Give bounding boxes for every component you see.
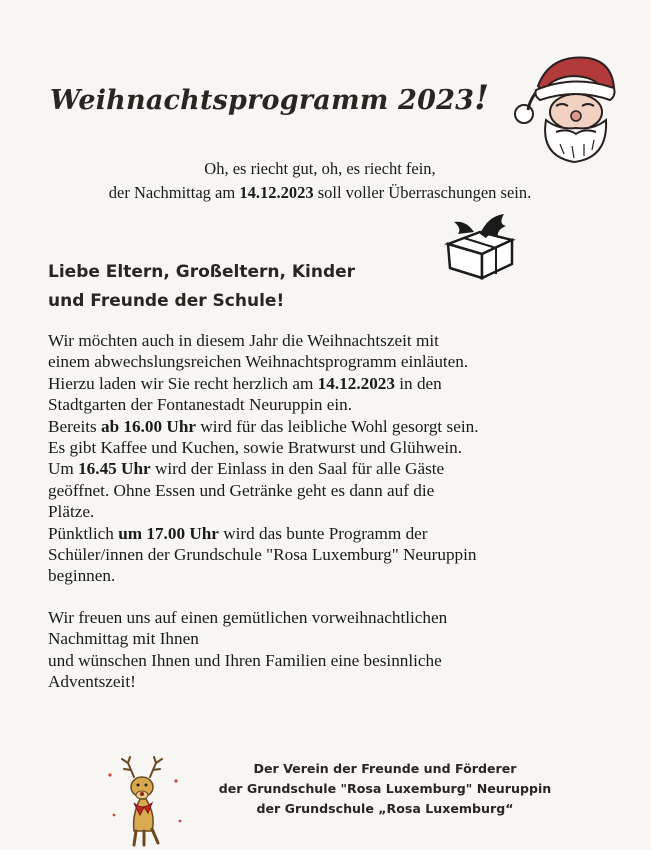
body-line: einem abwechslungsreichen Weihnachtsprogramm einläuten. <box>48 352 469 372</box>
body-line <box>48 373 618 394</box>
body-line-end: wird das bunte Programm der <box>218 523 428 543</box>
invitation-body <box>48 330 618 693</box>
signature-block <box>190 759 580 819</box>
body-line: Es gibt Kaffee und Kuchen, sowie Bratwurst und Glühwein. <box>48 438 463 458</box>
intro-line-1: Oh, es riecht gut, oh, es riecht fein, <box>204 159 436 178</box>
catering-time: ab 16.00 Uhr <box>100 416 197 436</box>
body-line: Schüler/innen der Grundschule "Rosa Luxemburg" Neuruppin <box>48 545 477 565</box>
body-line <box>48 523 618 544</box>
body-line <box>48 458 618 479</box>
intro-line-2-end: soll voller Überraschungen sein. <box>313 183 532 202</box>
page-title <box>50 78 489 118</box>
program-time: um 17.00 Uhr <box>118 523 219 543</box>
title-text: Weihnachtsprogramm 2023 <box>50 85 475 116</box>
gift-box-icon <box>440 210 520 282</box>
reindeer-icon <box>100 755 190 847</box>
intro-line-2 <box>40 181 600 205</box>
intro-verse <box>40 157 600 205</box>
signature-line-2: der Grundschule "Rosa Luxemburg" Neuruppin <box>218 781 552 796</box>
signature-line-1: Der Verein der Freunde und Förderer <box>253 761 517 776</box>
body-line-end: in den <box>394 373 442 393</box>
body-line-start: Um <box>48 459 79 479</box>
santa-claus-icon <box>510 44 622 166</box>
body-line: Nachmittag mit Ihnen <box>48 629 199 649</box>
event-date: 14.12.2023 <box>317 373 395 393</box>
intro-line-2-start: der Nachmittag am <box>108 183 240 202</box>
body-line: Adventszeit! <box>48 672 136 692</box>
signature-line-3: der Grundschule „Rosa Luxemburg“ <box>256 801 514 816</box>
body-line-end: wird für das leibliche Wohl gesorgt sein. <box>196 416 479 436</box>
body-line: beginnen. <box>48 566 116 586</box>
admission-time: 16.45 Uhr <box>78 459 151 479</box>
body-line-start: Pünktlich <box>48 523 119 543</box>
body-line: Wir möchten auch in diesem Jahr die Weihnachtszeit mit <box>48 331 439 350</box>
body-line: geöffnet. Ohne Essen und Getränke geht es dann auf die <box>48 480 435 500</box>
body-line: Wir freuen uns auf einen gemütlichen vorweihnachtlichen <box>48 607 448 627</box>
body-line-end: wird der Einlass in den Saal für alle Gäste <box>150 459 445 479</box>
intro-date: 14.12.2023 <box>239 183 314 202</box>
greeting <box>48 258 355 316</box>
body-line <box>48 416 618 437</box>
body-line: und wünschen Ihnen und Ihren Familien eine besinnliche <box>48 650 442 670</box>
greeting-line-1: Liebe Eltern, Großeltern, Kinder <box>48 262 356 282</box>
body-line: Plätze. <box>48 502 95 522</box>
title-exclamation: ! <box>474 78 490 118</box>
body-line: Stadtgarten der Fontanestadt Neuruppin ein. <box>48 395 353 415</box>
body-line-start: Hierzu laden wir Sie recht herzlich am <box>48 373 318 393</box>
body-line-start: Bereits <box>48 416 101 436</box>
greeting-line-2: und Freunde der Schule! <box>48 291 285 311</box>
